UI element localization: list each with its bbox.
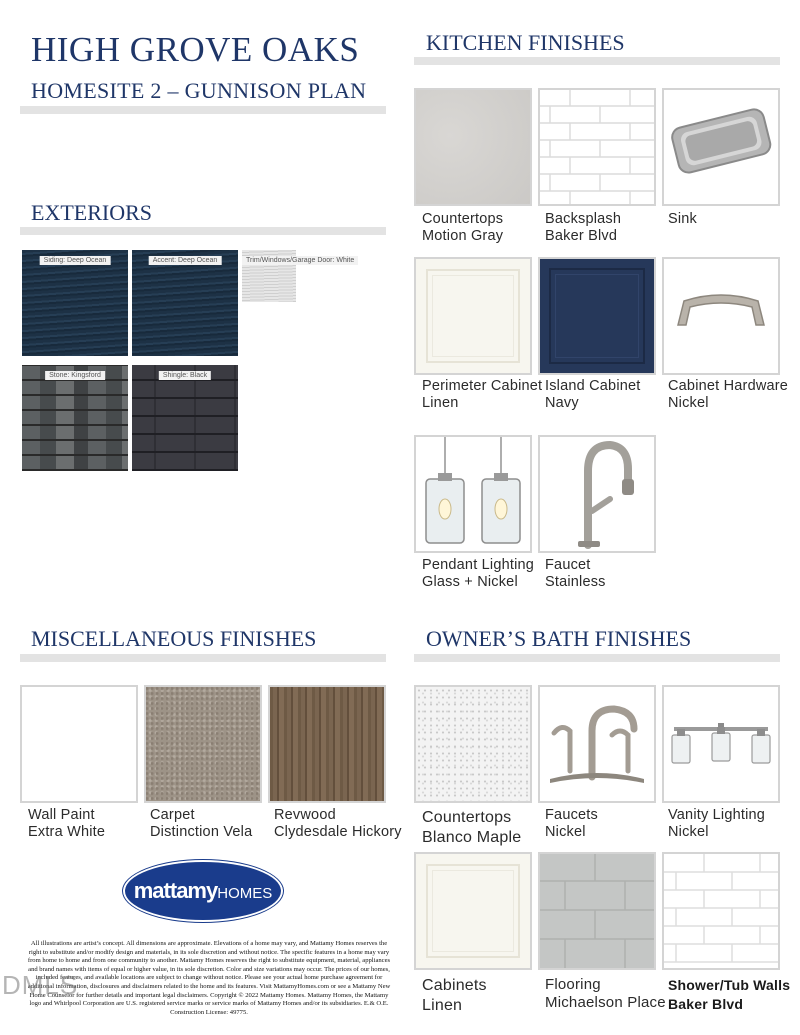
exteriors-heading: EXTERIORS bbox=[31, 200, 152, 225]
cabinet-pull-icon bbox=[664, 259, 778, 373]
backsplash-baker-blvd-swatch bbox=[538, 88, 656, 206]
legal-disclaimer: All illustrations are artist’s concept. All dimensions are approximate. Elevations of a home may vary, and Mattamy Homes reserves the right to substitute and/or modify design and materials, in its sole discretion and without notice. The specific features in a home may vary from home to home and from one community to another. Mattamy Homes reserves the right to substitute equipment, material, appliances and brand names with items of equal or higher value, in its sole discretion. Color and size variations may occur. The prices of our homes, included features, and available locations are subject to change without notice. Please see your actual home purchase agreement for additional information, disclosures and disclaimers related to the home and its features. Visit MattamyHomes.com or see a Mattamy New Home Counselor for further details and important legal disclaimers. Copyright © 2022 Mattamy Homes. Mattamy Homes, the Mattamy logo and Whirlpool Corporation are U.S. registered service marks or service marks of Mattamy Homes and/or its subsidiaries. E.& O.E. Construction License: 49775. bbox=[27, 940, 391, 1016]
bath-caption-1: Countertops Blanco Maple bbox=[422, 809, 522, 846]
pendant-lighting-swatch bbox=[414, 435, 532, 553]
misc-caption-2: Carpet Distinction Vela bbox=[150, 807, 253, 840]
vanity-lighting-swatch bbox=[662, 685, 780, 803]
trim-swatch bbox=[242, 250, 355, 302]
logo-homes: HOMES bbox=[217, 884, 273, 902]
bath-faucets-swatch bbox=[538, 685, 656, 803]
sink-swatch bbox=[662, 88, 780, 206]
logo-wordmark: mattamy bbox=[133, 878, 218, 903]
bath-caption-4: Cabinets Linen bbox=[422, 977, 487, 1014]
vanity-light-icon bbox=[664, 687, 778, 801]
revwood-swatch bbox=[268, 685, 386, 803]
page-title: HIGH GROVE OAKS bbox=[31, 30, 360, 69]
kitchen-caption-1: Countertops Motion Gray bbox=[422, 211, 504, 244]
shingle-swatch bbox=[132, 365, 238, 471]
wall-paint-swatch bbox=[20, 685, 138, 803]
kitchen-caption-5: Island Cabinet Navy bbox=[545, 378, 641, 411]
mls-watermark: DMLS bbox=[2, 970, 79, 1000]
siding-label: Siding: Deep Ocean bbox=[40, 256, 111, 265]
stone-label: Stone: Kingsford bbox=[45, 371, 105, 380]
accent-label: Accent: Deep Ocean bbox=[149, 256, 222, 265]
bath-heading: OWNER’S BATH FINISHES bbox=[426, 626, 692, 651]
sink-icon bbox=[664, 90, 778, 204]
bath-caption-3: Vanity Lighting Nickel bbox=[668, 807, 766, 840]
wall-tile-graphic bbox=[664, 854, 778, 968]
floor-tile-graphic bbox=[540, 854, 654, 968]
shower-walls-swatch bbox=[662, 852, 780, 970]
bath-countertop-swatch bbox=[414, 685, 532, 803]
bath-caption-2: Faucets Nickel bbox=[545, 807, 598, 840]
bath-cabinets-swatch bbox=[414, 852, 532, 970]
pendant-light-icon bbox=[416, 437, 530, 551]
island-cabinet-swatch bbox=[538, 257, 656, 375]
misc-heading: MISCELLANEOUS FINISHES bbox=[31, 626, 317, 651]
subway-tile-graphic bbox=[540, 90, 654, 204]
header-divider bbox=[20, 106, 386, 114]
kitchen-caption-8: Faucet Stainless bbox=[545, 557, 606, 590]
perimeter-cabinet-swatch bbox=[414, 257, 532, 375]
kitchen-caption-2: Backsplash Baker Blvd bbox=[545, 211, 622, 244]
faucet-icon bbox=[540, 437, 654, 551]
kitchen-caption-4: Perimeter Cabinet Linen bbox=[422, 378, 543, 411]
shingle-label: Shingle: Black bbox=[159, 371, 211, 380]
kitchen-caption-6: Cabinet Hardware Nickel bbox=[668, 378, 789, 411]
misc-caption-3: Revwood Clydesdale Hickory bbox=[274, 807, 402, 840]
bath-divider bbox=[414, 654, 780, 662]
exteriors-divider bbox=[20, 227, 386, 235]
kitchen-divider bbox=[414, 57, 780, 65]
page-subtitle: HOMESITE 2 – GUNNISON PLAN bbox=[31, 78, 367, 103]
kitchen-caption-3: Sink bbox=[668, 211, 698, 227]
bath-faucet-icon bbox=[540, 687, 654, 801]
trim-label: Trim/Windows/Garage Door: White bbox=[242, 256, 358, 265]
stone-swatch bbox=[22, 365, 128, 471]
misc-caption-1: Wall Paint Extra White bbox=[28, 807, 106, 840]
faucet-swatch bbox=[538, 435, 656, 553]
cabinet-hardware-swatch bbox=[662, 257, 780, 375]
misc-divider bbox=[20, 654, 386, 662]
carpet-swatch bbox=[144, 685, 262, 803]
bath-caption-5: Flooring Michaelson Place bbox=[545, 976, 666, 1011]
siding-swatch bbox=[22, 250, 128, 356]
kitchen-caption-7: Pendant Lighting Glass + Nickel bbox=[422, 557, 535, 590]
kitchen-heading: KITCHEN FINISHES bbox=[426, 30, 625, 55]
countertop-motion-gray-swatch bbox=[414, 88, 532, 206]
mattamy-logo bbox=[125, 862, 281, 920]
bath-caption-6: Shower/Tub Walls Baker Blvd bbox=[668, 977, 791, 1012]
bath-flooring-swatch bbox=[538, 852, 656, 970]
accent-swatch bbox=[132, 250, 238, 356]
